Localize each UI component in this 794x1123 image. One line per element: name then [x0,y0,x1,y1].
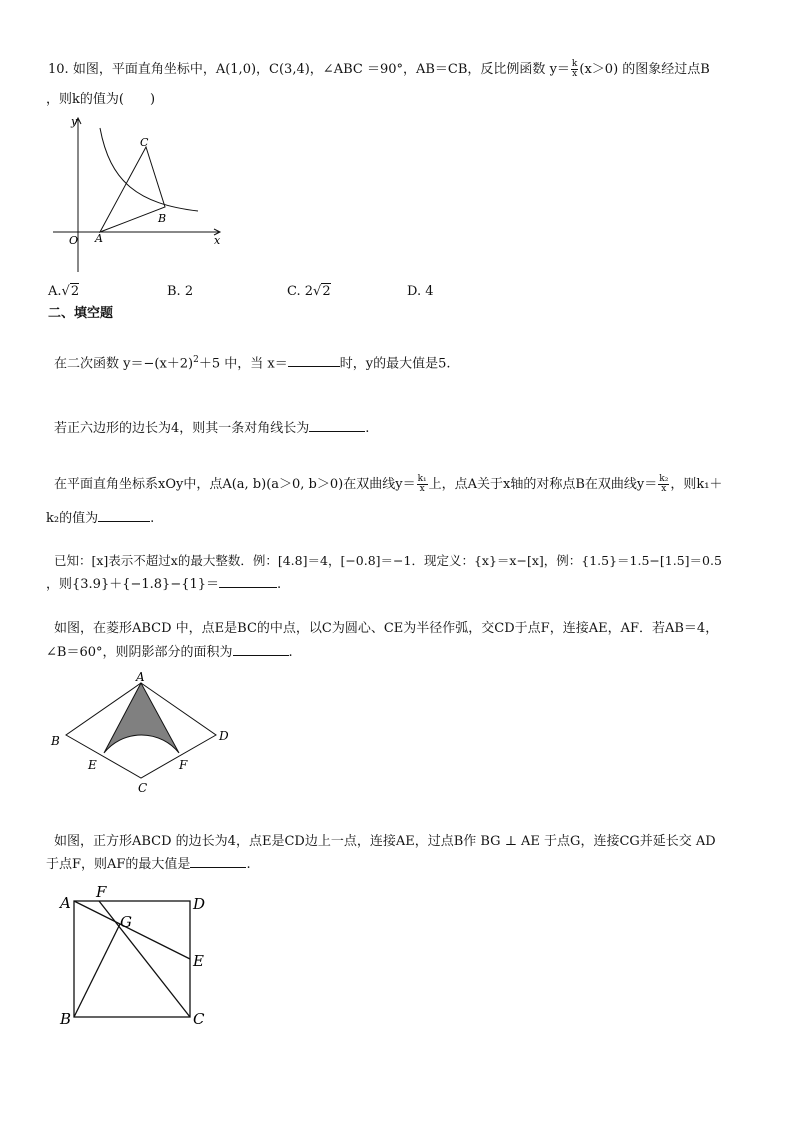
fill-5-answer-blank[interactable] [233,641,289,656]
fill-4-answer-blank[interactable] [219,573,277,588]
fill-5-line2-a: ∠B＝60°，则阴影部分的面积为 [46,645,233,660]
q10-option-c[interactable] [287,282,331,302]
fill-6-label-b: B [60,1010,72,1028]
fill-5-line2-b: . [288,645,293,660]
fill-3-fraction-1 [417,475,428,494]
q10-option-a[interactable] [48,282,79,302]
q10-option-a-prefix: A. [48,284,62,299]
fill-5-label-e: E [88,758,97,772]
sqrt-icon: √ [313,284,322,299]
q10-frac-num: k [571,59,578,69]
fill-3-stem-line1 [54,475,722,495]
fill-5-label-b: B [51,734,60,748]
q10-hyperbola-curve [100,128,198,211]
fill-4-line2-b: . [277,577,282,592]
q10-text-a: 如图，平面直角坐标中，A(1,0)，C(3,4)，∠ABC ＝90°，AB＝CB，反比例函数 y＝ [72,62,570,77]
fill-3-stem-line2 [46,507,154,529]
fill-3-line2-b: . [150,511,155,526]
fill-3-fraction-2 [658,475,669,494]
fill-1-stem [54,350,450,374]
q10-label-y: y [71,115,78,128]
fill-1-exponent: 2 [193,355,199,365]
fill-6-label-d: D [193,895,206,913]
fill-6-label-f: F [96,883,107,901]
q10-option-c-radicand: 2 [322,284,331,299]
q10-stem-line2: ，则k的值为( ) [46,92,156,107]
sqrt-icon: √ [61,284,70,299]
q10-stem-line1 [48,60,710,80]
q10-label-x: x [214,234,221,247]
fill-3-text-b: 上，点A关于x轴的对称点B在双曲线y＝ [428,477,658,492]
fill-6-square-abcd [74,901,190,1017]
fill-4-stem-line2 [46,573,281,595]
q10-label-o: O [69,234,79,247]
fill-3-line2-a: k₂的值为 [46,511,99,526]
fill-3-frac1-num: k₁ [417,474,427,484]
fill-1-answer-blank[interactable] [288,352,340,367]
fill-5-label-a: A [136,670,145,684]
fill-5-rhombus-figure [46,665,246,800]
fill-6-line2-a: 于点F，则AF的最大值是 [46,857,191,872]
fill-3-frac1-den: x [419,484,425,494]
fill-6-segment-ae [74,901,190,959]
fill-5-label-d: D [219,729,229,743]
q10-number: 10. [48,62,69,77]
q10-fraction [571,60,578,79]
fill-2-text-a: 若正六边形的边长为4，则其一条对角线长为 [54,421,310,436]
fill-1-text-c: 时，y的最大值是5. [339,356,451,372]
fill-6-stem-line2 [46,853,251,875]
fill-6-segment-bg [74,924,120,1017]
fill-4-line2-a: ，则{3.9}＋{−1.8}−{1}＝ [46,577,220,592]
fill-5-stem-line1: 如图，在菱形ABCD 中，点E是BC的中点，以C为圆心、CE为半径作弧，交CD于点F，连接AE，AF．若AB＝4， [54,621,719,636]
fill-1-text-b: ＋5 中，当 x＝ [198,356,288,372]
fill-3-text-c: ，则k₁＋ [670,477,723,492]
q10-label-a: A [95,232,103,245]
q10-label-b: B [158,212,167,225]
fill-6-answer-blank[interactable] [190,853,246,868]
fill-6-line2-b: . [246,857,251,872]
fill-6-label-e: E [193,952,204,970]
q10-axes [53,118,220,272]
fill-3-text-a: 在平面直角坐标系xOy中，点A(a, b)(a＞0, b＞0)在双曲线y＝ [54,477,416,492]
fill-6-label-g: G [120,913,132,931]
fill-3-frac2-den: x [661,484,667,494]
q10-text-b: (x＞0) 的图象经过点B [579,62,710,77]
fill-2-stem [54,417,369,439]
fill-3-frac2-num: k₂ [659,474,669,484]
fill-5-shaded-region [104,683,179,753]
q10-frac-den: x [572,69,578,79]
fill-1-text-a: 在二次函数 y＝−(x＋2) [54,356,194,372]
fill-6-segment-cf [99,901,190,1017]
fill-2-answer-blank[interactable] [309,417,365,432]
q10-option-b[interactable]: B. 2 [167,284,194,299]
q10-label-c: C [140,136,149,149]
q10-option-a-radicand: 2 [70,284,80,299]
fill-4-stem-line1: 已知：[x]表示不超过x的最大整数．例：[4.8]＝4，[−0.8]＝−1．现定义：{x}＝x−[x]，例：{1.5}＝1.5−[1.5]＝0.5 [54,553,722,568]
q10-figure [48,112,238,277]
q10-option-d[interactable]: D. 4 [407,284,434,299]
fill-2-text-b: . [365,421,370,436]
fill-5-label-c: C [138,781,148,795]
fill-6-label-a: A [60,894,71,912]
q10-option-c-prefix: C. 2 [287,284,314,299]
fill-6-stem-line1: 如图，正方形ABCD 的边长为4，点E是CD边上一点，连接AE，过点B作 BG ⊥ AE 于点G，连接CG并延长交 AD [54,834,716,849]
fill-6-square-figure [46,880,226,1030]
fill-3-answer-blank[interactable] [98,507,150,522]
fill-5-stem-line2 [46,641,293,663]
fill-6-label-c: C [193,1010,205,1028]
fill-5-label-f: F [179,758,188,772]
section-title: 二、填空题 [48,306,114,321]
